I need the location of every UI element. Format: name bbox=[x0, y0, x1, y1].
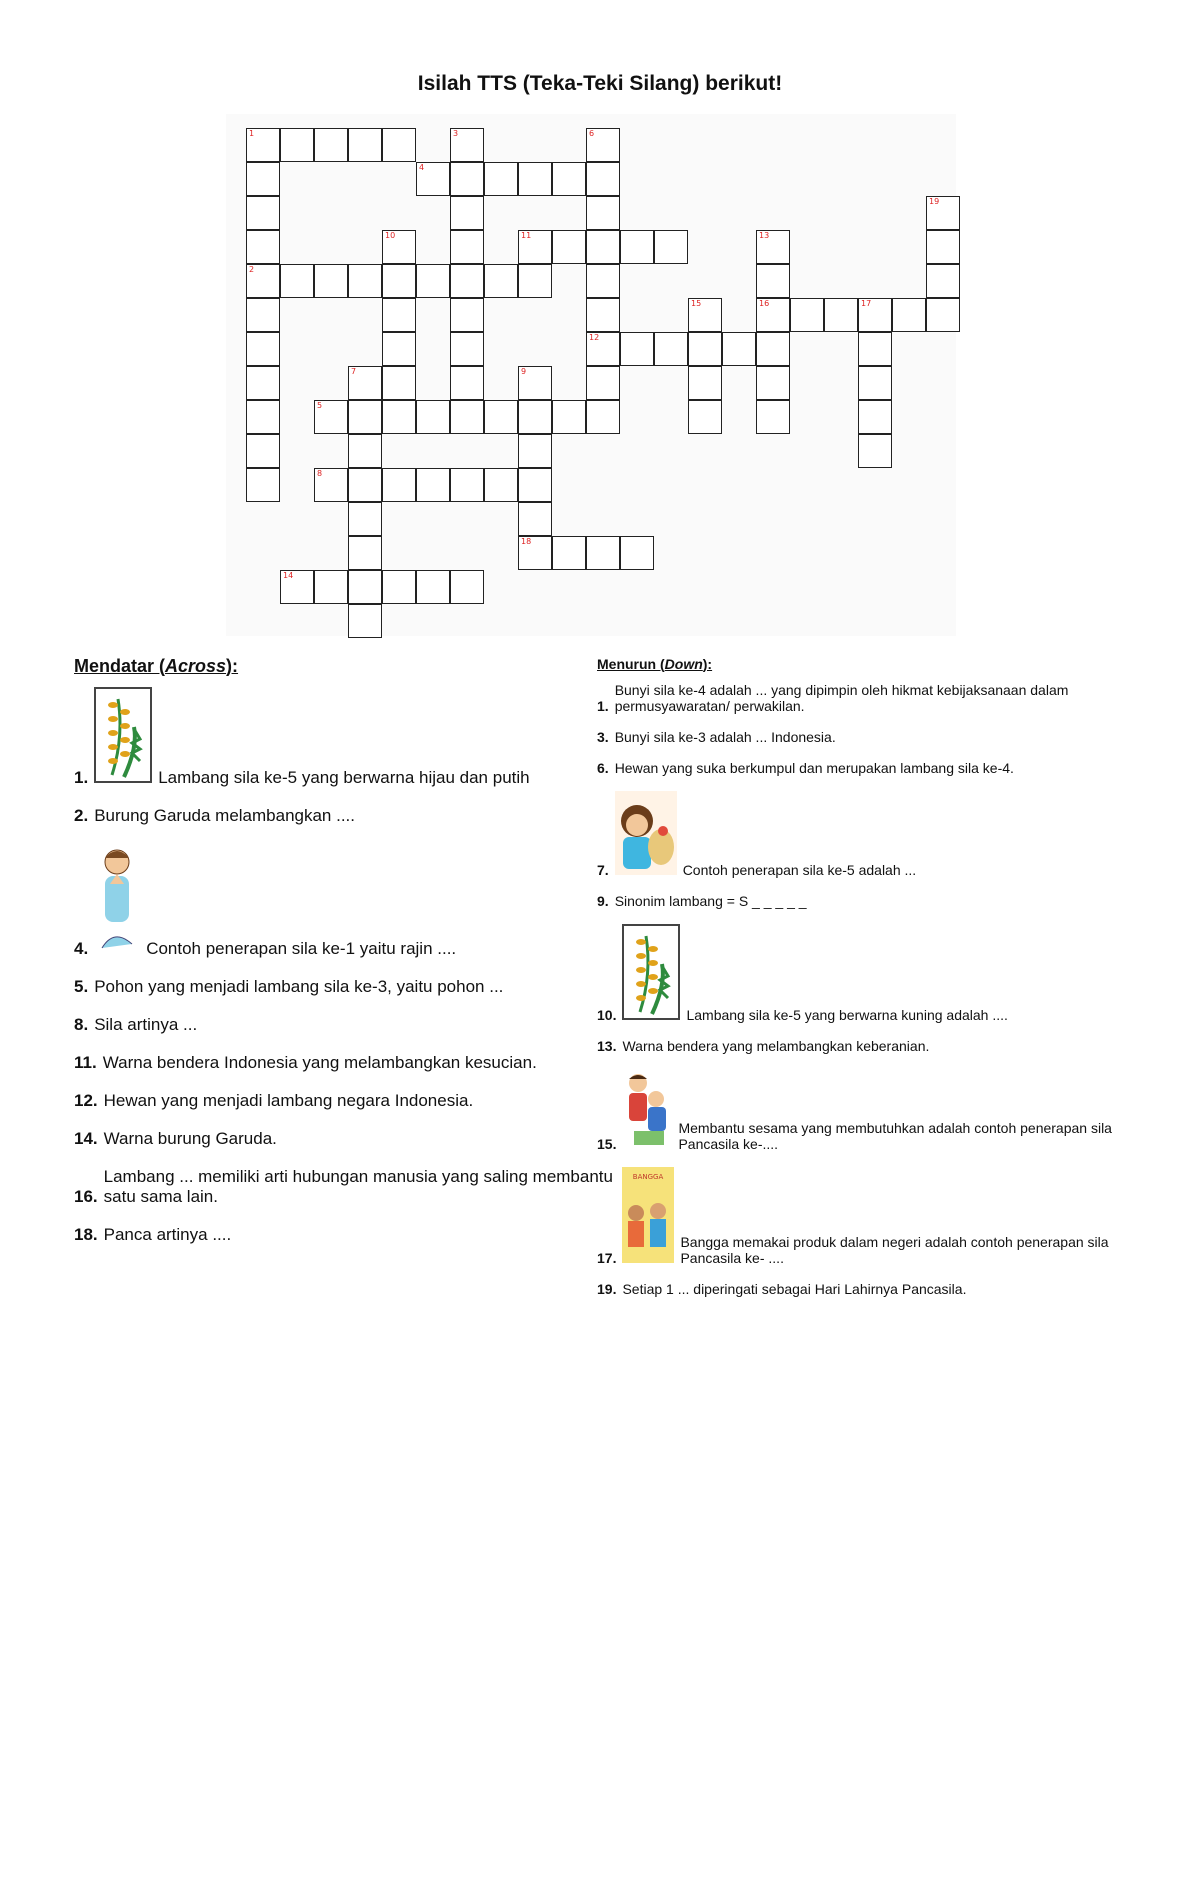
clue-item bbox=[74, 1053, 614, 1073]
grid-cell[interactable] bbox=[348, 468, 382, 502]
grid-cell[interactable] bbox=[348, 604, 382, 638]
clue-number: 16. bbox=[74, 1187, 98, 1206]
grid-cell[interactable] bbox=[314, 264, 348, 298]
clue-text: Bangga memakai produk dalam negeri adalah contoh penerapan sila Pancasila ke- .... bbox=[680, 1234, 1109, 1266]
clue-text: Warna burung Garuda. bbox=[103, 1129, 277, 1148]
grid-cell[interactable] bbox=[688, 366, 722, 400]
clue-number: 15. bbox=[597, 1136, 617, 1152]
grid-cell[interactable] bbox=[450, 196, 484, 230]
clue-number: 3 bbox=[453, 129, 459, 138]
grid-cell[interactable] bbox=[620, 332, 654, 366]
clue-item bbox=[74, 1167, 614, 1207]
clue-number: 17 bbox=[861, 299, 872, 308]
clue-text: Contoh penerapan sila ke-1 yaitu rajin .... bbox=[146, 939, 457, 958]
clue-text: Panca artinya .... bbox=[103, 1225, 232, 1244]
grid-cell[interactable] bbox=[246, 366, 280, 400]
grid-cell[interactable] bbox=[348, 400, 382, 434]
clue-item bbox=[597, 1281, 1157, 1297]
grid-cell[interactable] bbox=[348, 570, 382, 604]
grid-cell[interactable] bbox=[858, 332, 892, 366]
grid-cell[interactable] bbox=[518, 400, 552, 434]
grid-cell[interactable] bbox=[416, 468, 450, 502]
grid-cell[interactable] bbox=[450, 264, 484, 298]
clue-item bbox=[597, 791, 1157, 878]
children-helping-icon bbox=[622, 1069, 672, 1152]
grid-cell[interactable] bbox=[756, 400, 790, 434]
clue-text: Hewan yang suka berkumpul dan merupakan lambang sila ke-4. bbox=[614, 760, 1014, 776]
grid-cell[interactable] bbox=[926, 230, 960, 264]
clue-item bbox=[597, 682, 1157, 714]
grid-cell[interactable] bbox=[654, 332, 688, 366]
grid-cell[interactable] bbox=[586, 298, 620, 332]
grid-cell[interactable] bbox=[620, 230, 654, 264]
clue-number: 11. bbox=[74, 1053, 97, 1072]
grid-cell[interactable] bbox=[416, 400, 450, 434]
clue-item bbox=[597, 893, 1157, 909]
grid-cell[interactable] bbox=[756, 366, 790, 400]
clue-number: 10. bbox=[597, 1007, 617, 1023]
grid-cell[interactable] bbox=[824, 298, 858, 332]
clue-text: Setiap 1 ... diperingati sebagai Hari Lahirnya Pancasila. bbox=[622, 1281, 967, 1297]
grid-cell[interactable] bbox=[620, 536, 654, 570]
clue-number: 8 bbox=[317, 469, 323, 478]
grid-cell[interactable] bbox=[552, 536, 586, 570]
grid-cell[interactable] bbox=[246, 332, 280, 366]
grid-cell[interactable] bbox=[246, 298, 280, 332]
grid-cell[interactable] bbox=[450, 400, 484, 434]
clue-number: 14 bbox=[283, 571, 294, 580]
clue-text: Lambang sila ke-5 yang berwarna kuning adalah .... bbox=[686, 1007, 1008, 1023]
grid-cell[interactable] bbox=[246, 230, 280, 264]
grid-cell[interactable] bbox=[450, 162, 484, 196]
clue-number: 7. bbox=[597, 862, 609, 878]
grid-cell[interactable] bbox=[586, 264, 620, 298]
local-products-book-icon bbox=[622, 1167, 674, 1266]
clue-text: Lambang ... memiliki arti hubungan manusia yang saling membantu satu sama lain. bbox=[103, 1167, 613, 1206]
clue-number: 6 bbox=[589, 129, 595, 138]
grid-cell[interactable] bbox=[348, 536, 382, 570]
grid-cell[interactable] bbox=[450, 570, 484, 604]
grid-cell[interactable] bbox=[790, 298, 824, 332]
grid-cell[interactable] bbox=[450, 230, 484, 264]
clue-number: 1. bbox=[74, 768, 89, 787]
clue-number: 16 bbox=[759, 299, 770, 308]
clue-number: 2 bbox=[249, 265, 255, 274]
clue-item bbox=[597, 1038, 1157, 1054]
clue-number: 3. bbox=[597, 729, 609, 745]
down-clues bbox=[597, 656, 1157, 1312]
clue-item bbox=[74, 977, 614, 997]
grid-cell[interactable] bbox=[416, 264, 450, 298]
grid-cell[interactable] bbox=[552, 400, 586, 434]
grid-cell[interactable] bbox=[382, 570, 416, 604]
grid-cell[interactable] bbox=[518, 502, 552, 536]
clue-number: 4. bbox=[74, 939, 89, 958]
grid-cell[interactable] bbox=[382, 366, 416, 400]
clue-text: Lambang sila ke-5 yang berwarna hijau dan putih bbox=[158, 768, 530, 787]
grid-cell[interactable] bbox=[280, 128, 314, 162]
clue-item bbox=[74, 1091, 614, 1111]
clue-number: 6. bbox=[597, 760, 609, 776]
clue-number: 9. bbox=[597, 893, 609, 909]
grid-cell[interactable] bbox=[858, 434, 892, 468]
grid-cell[interactable] bbox=[382, 400, 416, 434]
grid-cell[interactable] bbox=[552, 162, 586, 196]
grid-cell[interactable] bbox=[280, 264, 314, 298]
grid-cell[interactable] bbox=[382, 298, 416, 332]
clue-number: 11 bbox=[521, 231, 532, 240]
grid-cell[interactable] bbox=[246, 468, 280, 502]
clue-number: 18 bbox=[521, 537, 532, 546]
clue-text: Warna bendera Indonesia yang melambangkan kesucian. bbox=[102, 1053, 537, 1072]
grid-cell[interactable] bbox=[858, 366, 892, 400]
clue-number: 4 bbox=[419, 163, 425, 172]
grid-cell[interactable] bbox=[892, 298, 926, 332]
clue-number: 5 bbox=[317, 401, 323, 410]
grid-cell[interactable] bbox=[688, 332, 722, 366]
grid-cell[interactable] bbox=[416, 570, 450, 604]
grid-cell[interactable] bbox=[450, 366, 484, 400]
clue-number: 9 bbox=[521, 367, 527, 376]
grid-cell[interactable] bbox=[756, 332, 790, 366]
grid-cell[interactable] bbox=[450, 332, 484, 366]
clue-number: 13. bbox=[597, 1038, 617, 1054]
grid-cell[interactable] bbox=[484, 400, 518, 434]
clue-text: Pohon yang menjadi lambang sila ke-3, yaitu pohon ... bbox=[94, 977, 504, 996]
down-heading: Menurun (Down): bbox=[597, 656, 713, 672]
grid-cell[interactable] bbox=[586, 366, 620, 400]
grid-cell[interactable] bbox=[246, 434, 280, 468]
clue-number: 1. bbox=[597, 698, 609, 714]
grid-cell[interactable] bbox=[382, 264, 416, 298]
grid-cell[interactable] bbox=[654, 230, 688, 264]
clue-number: 15 bbox=[691, 299, 702, 308]
clue-number: 1 bbox=[249, 129, 255, 138]
grid-cell[interactable] bbox=[314, 570, 348, 604]
grid-cell[interactable] bbox=[858, 400, 892, 434]
grid-cell[interactable] bbox=[552, 230, 586, 264]
clue-item bbox=[597, 729, 1157, 745]
clue-item bbox=[74, 1015, 614, 1035]
clue-number: 2. bbox=[74, 806, 89, 825]
clue-text: Hewan yang menjadi lambang negara Indonesia. bbox=[103, 1091, 474, 1110]
clue-text: Contoh penerapan sila ke-5 adalah ... bbox=[682, 862, 917, 878]
praying-child-icon bbox=[94, 844, 140, 959]
clue-item bbox=[74, 806, 614, 826]
clue-text: Burung Garuda melambangkan .... bbox=[94, 806, 356, 825]
clue-item bbox=[74, 687, 614, 788]
clue-number: 12 bbox=[589, 333, 600, 342]
grid-cell[interactable] bbox=[382, 128, 416, 162]
clue-item bbox=[74, 1225, 614, 1245]
clue-item bbox=[597, 1167, 1157, 1266]
clue-text: Warna bendera yang melambangkan keberanian. bbox=[622, 1038, 930, 1054]
grid-cell[interactable] bbox=[518, 434, 552, 468]
grid-cell[interactable] bbox=[314, 128, 348, 162]
clue-text: Bunyi sila ke-3 adalah ... Indonesia. bbox=[614, 729, 836, 745]
clue-number: 19 bbox=[929, 197, 940, 206]
clue-number: 19. bbox=[597, 1281, 617, 1297]
grid-cell[interactable] bbox=[382, 332, 416, 366]
clue-number: 14. bbox=[74, 1129, 98, 1148]
grid-cell[interactable] bbox=[586, 400, 620, 434]
clue-item bbox=[74, 844, 614, 959]
clue-number: 18. bbox=[74, 1225, 98, 1244]
grid-cell[interactable] bbox=[246, 196, 280, 230]
grid-cell[interactable] bbox=[450, 298, 484, 332]
grid-cell[interactable] bbox=[688, 400, 722, 434]
clue-number: 10 bbox=[385, 231, 396, 240]
grid-cell[interactable] bbox=[382, 468, 416, 502]
clue-text: Sinonim lambang = S _ _ _ _ _ bbox=[614, 893, 807, 909]
clue-item bbox=[74, 1129, 614, 1149]
page-title: Isilah TTS (Teka-Teki Silang) berikut! bbox=[417, 72, 783, 95]
grid-cell[interactable] bbox=[246, 162, 280, 196]
clue-text: Bunyi sila ke-4 adalah ... yang dipimpin oleh hikmat kebijaksanaan dalam permusyawaratan/ perwakilan. bbox=[614, 682, 1069, 714]
grid-cell[interactable] bbox=[756, 264, 790, 298]
grid-cell[interactable] bbox=[246, 400, 280, 434]
grid-cell[interactable] bbox=[586, 536, 620, 570]
clue-number: 17. bbox=[597, 1250, 617, 1266]
grid-cell[interactable] bbox=[518, 162, 552, 196]
grid-cell[interactable] bbox=[586, 162, 620, 196]
clue-number: 7 bbox=[351, 367, 357, 376]
clue-item bbox=[597, 924, 1157, 1023]
clue-number: 8. bbox=[74, 1015, 89, 1034]
clue-text: Sila artinya ... bbox=[94, 1015, 198, 1034]
clue-number: 12. bbox=[74, 1091, 98, 1110]
svg-text:BANGGA: BANGGA bbox=[633, 1173, 664, 1181]
grid-cell[interactable] bbox=[586, 230, 620, 264]
padi-icon bbox=[94, 687, 152, 788]
grid-cell[interactable] bbox=[518, 264, 552, 298]
grid-cell[interactable] bbox=[586, 196, 620, 230]
grid-cell[interactable] bbox=[484, 468, 518, 502]
padi-icon bbox=[622, 924, 680, 1023]
grid-cell[interactable] bbox=[348, 128, 382, 162]
grid-cell[interactable] bbox=[518, 468, 552, 502]
girl-with-food-icon bbox=[615, 791, 677, 878]
grid-cell[interactable] bbox=[722, 332, 756, 366]
crossword-grid bbox=[226, 114, 956, 636]
clue-item bbox=[597, 1069, 1157, 1152]
grid-cell[interactable] bbox=[926, 298, 960, 332]
grid-cell[interactable] bbox=[484, 264, 518, 298]
across-heading: Mendatar (Across): bbox=[74, 656, 239, 676]
grid-cell[interactable] bbox=[348, 434, 382, 468]
grid-cell[interactable] bbox=[348, 264, 382, 298]
grid-cell[interactable] bbox=[926, 264, 960, 298]
clue-number: 5. bbox=[74, 977, 89, 996]
across-clues bbox=[74, 656, 617, 1263]
clue-text: Membantu sesama yang membutuhkan adalah contoh penerapan sila Pancasila ke-.... bbox=[678, 1120, 1112, 1152]
clue-number: 13 bbox=[759, 231, 770, 240]
grid-cell[interactable] bbox=[450, 468, 484, 502]
clue-item bbox=[597, 760, 1157, 776]
grid-cell[interactable] bbox=[348, 502, 382, 536]
grid-cell[interactable] bbox=[484, 162, 518, 196]
